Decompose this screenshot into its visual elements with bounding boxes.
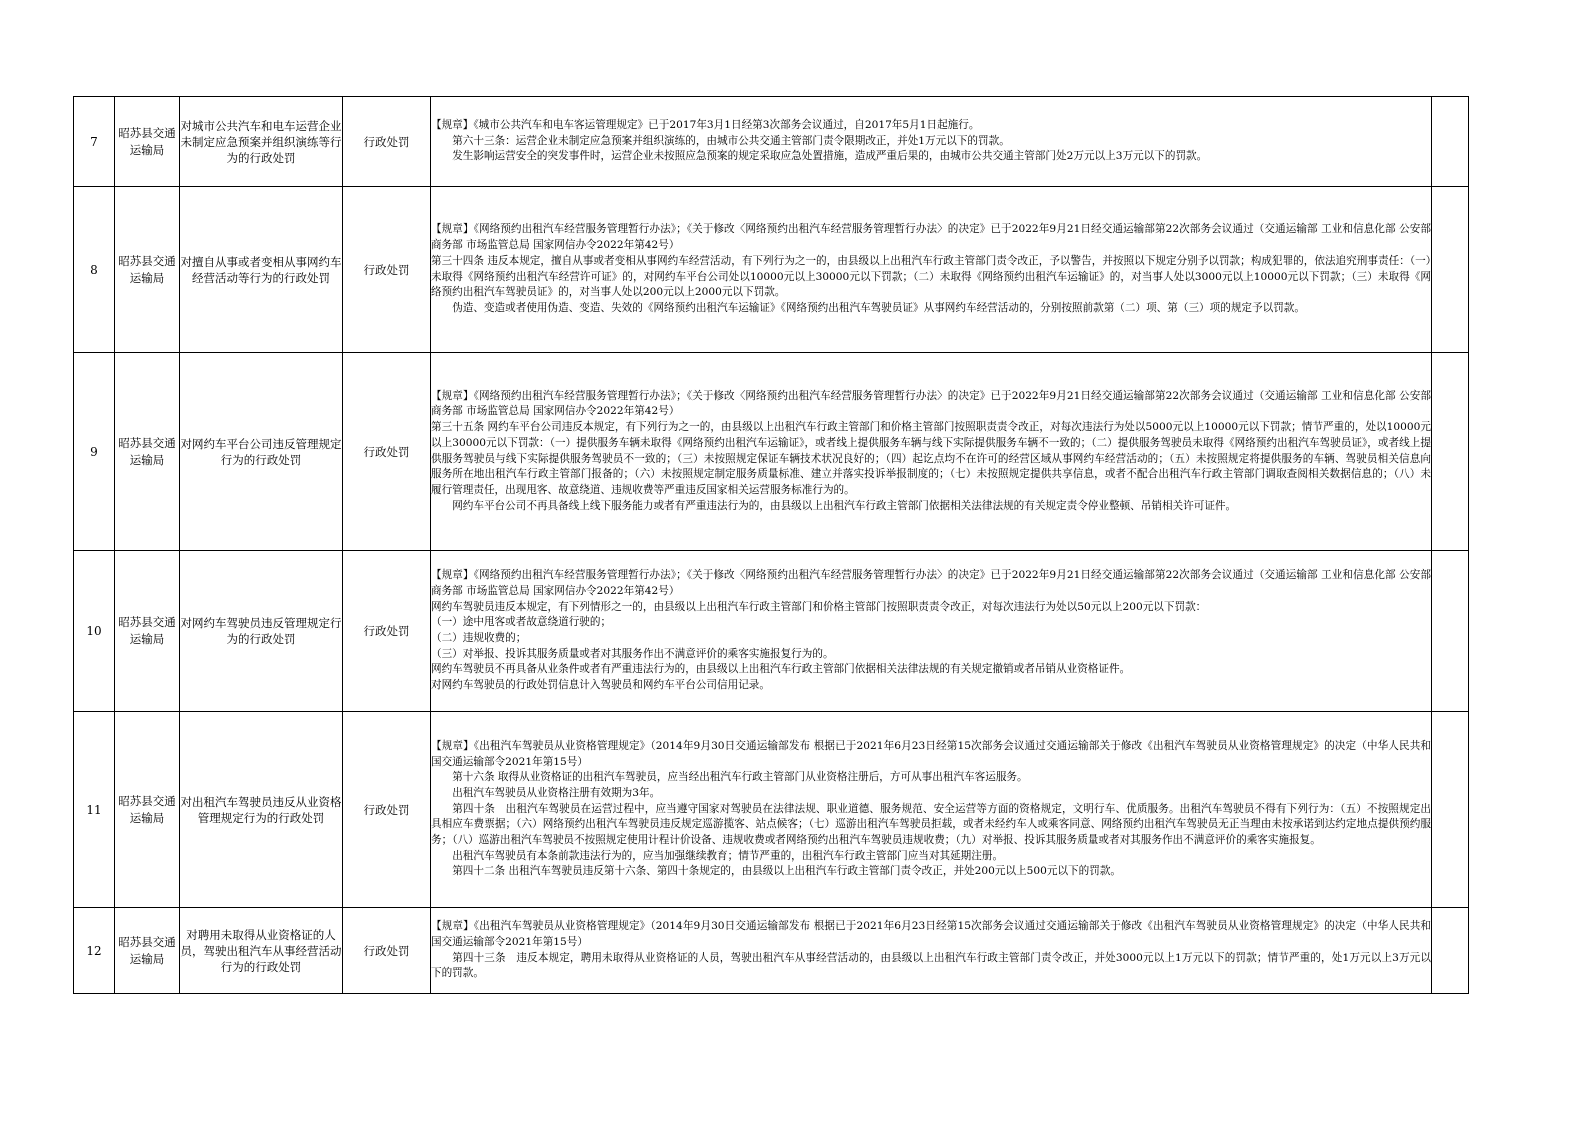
item-name: 对出租汽车驾驶员违反从业资格管理规定行为的行政处罚 [180,712,343,908]
agency-name: 昭苏县交通运输局 [115,97,180,187]
basis-paragraph: 第四十三条 违反本规定，聘用未取得从业资格证的人员，驾驶出租汽车从事经营活动的，由县级以上出租汽车行政主管部门责令改正，并处3000元以上1万元以下的罚款；情节严重的，处1万元以上3万元以下的罚款。 [431,951,1431,980]
basis-paragraph: 第四十二条 出租汽车驾驶员违反第十六条、第四十条规定的，由县级以上出租汽车行政主管部门责令改正，并处200元以上500元以下的罚款。 [452,865,1122,878]
basis-paragraph: 出租汽车驾驶员有本条前款违法行为的，应当加强继续教育；情节严重的，出租汽车行政主管部门应当对其延期注册。 [452,849,1004,862]
basis-paragraph: 出租汽车驾驶员从业资格注册有效期为3年。 [452,786,661,799]
basis-paragraph: 对网约车驾驶员的行政处罚信息计入驾驶员和网约车平台公司信用记录。 [431,679,770,692]
row-number: 11 [74,712,115,908]
basis-paragraph: （二）违规收费的； [431,632,527,644]
basis-paragraph: 第六十三条：运营企业未制定应急预案并组织演练的，由城市公共交通主管部门责令限期改正，并处1万元以下的罚款。 [452,134,1010,147]
agency-name: 昭苏县交通运输局 [115,187,180,353]
agency-name: 昭苏县交通运输局 [115,353,180,551]
item-name: 对网约车驾驶员违反管理规定行为的行政处罚 [180,551,343,712]
row-number: 10 [74,551,115,712]
basis-paragraph: （一）途中甩客或者故意绕道行驶的； [431,616,612,629]
legal-basis [431,712,1432,908]
basis-paragraph: 第十六条 取得从业资格证的出租汽车驾驶员，应当经出租汽车行政主管部门从业资格注册后，方可从事出租汽车客运服务。 [452,771,1028,784]
blank-cell [1432,551,1469,712]
row-number: 7 [74,97,115,187]
table-row [74,712,1469,908]
agency-name: 昭苏县交通运输局 [115,712,180,908]
legal-basis [431,353,1432,551]
item-name: 对聘用未取得从业资格证的人员，驾驶出租汽车从事经营活动行为的行政处罚 [180,908,343,994]
penalty-table [73,96,1469,994]
item-type: 行政处罚 [343,908,431,994]
item-type: 行政处罚 [343,187,431,353]
basis-paragraph: 【规章】《网络预约出租汽车经营服务管理暂行办法》；《关于修改〈网络预约出租汽车经营服务管理暂行办法〉的决定》已于2022年9月21日经交通运输部第22次部务会议通过（交通运输部 工业和信息化部 公安部 商务部 市场监管总局 国家网信办令2022年第42号） [431,223,1431,252]
basis-paragraph: （三）对举报、投诉其服务质量或者对其服务作出不满意评价的乘客实施报复行为的。 [431,647,834,660]
table-row [74,551,1469,712]
table-row [74,353,1469,551]
basis-paragraph: 第三十四条 违反本规定，擅自从事或者变相从事网约车经营活动，有下列行为之一的，由县级以上出租汽车行政主管部门责令改正，予以警告，并按照以下规定分别予以罚款；构成犯罪的，依法追究刑事责任：（一）未取得《网络预约出租汽车经营许可证》的，对网约车平台公司处以10000元以上30000元以下罚款；（二）未取得《网络预约出租汽车运输证》的，对当事人处以3000元以上10000元以下罚款；（三）未取得《网络预约出租汽车驾驶员证》的，对当事人处以200元以上2000元以下罚款。 [431,254,1431,299]
item-type: 行政处罚 [343,551,431,712]
basis-paragraph: 【规章】《城市公共汽车和电车客运管理规定》已于2017年3月1日经第3次部务会议通过，自2017年5月1日起施行。 [431,118,980,131]
basis-paragraph: 【规章】《网络预约出租汽车经营服务管理暂行办法》；《关于修改〈网络预约出租汽车经营服务管理暂行办法〉的决定》已于2022年9月21日经交通运输部第22次部务会议通过（交通运输部 工业和信息化部 公安部 商务部 市场监管总局 国家网信办令2022年第42号） [431,389,1431,418]
table-row [74,97,1469,187]
item-name: 对擅自从事或者变相从事网约车经营活动等行为的行政处罚 [180,187,343,353]
blank-cell [1432,97,1469,187]
legal-basis [431,908,1432,994]
agency-name: 昭苏县交通运输局 [115,551,180,712]
basis-paragraph: 网约车平台公司不再具备线上线下服务能力或者有严重违法行为的，由县级以上出租汽车行政主管部门依据相关法律法规的有关规定责令停业整顿、吊销相关许可证件。 [452,499,1237,512]
item-type: 行政处罚 [343,97,431,187]
blank-cell [1432,712,1469,908]
table-row [74,187,1469,353]
basis-paragraph: 【规章】《出租汽车驾驶员从业资格管理规定》（2014年9月30日交通运输部发布 根据已于2021年6月23日经第15次部务会议通过交通运输部关于修改《出租汽车驾驶员从业资格管理规定》的决定（中华人民共和国交通运输部令2021年第15号） [431,920,1431,948]
table-row [74,908,1469,994]
basis-paragraph: 第四十条 出租汽车驾驶员在运营过程中，应当遵守国家对驾驶员在法律法规、职业道德、服务规范、安全运营等方面的资格规定，文明行车、优质服务。出租汽车驾驶员不得有下列行为：（五）不按照规定出具相应车费票据；（六）网络预约出租汽车驾驶员违反规定巡游揽客、站点候客；（七）巡游出租汽车驾驶员拒载，或者未经约车人或乘客同意、网络预约出租汽车驾驶员无正当理由未按承诺到达约定地点提供预约服务；（八）巡游出租汽车驾驶员不按照规定使用计程计价设备、违规收费或者网络预约出租汽车驾驶员违规收费；（九）对举报、投诉其服务质量或者对其服务作出不满意评价的乘客实施报复。 [431,802,1431,847]
blank-cell [1432,187,1469,353]
basis-paragraph: 伪造、变造或者使用伪造、变造、失效的《网络预约出租汽车运输证》《网络预约出租汽车驾驶员证》从事网约车经营活动的，分别按照前款第（二）项、第（三）项的规定予以罚款。 [452,301,1305,314]
item-name: 对城市公共汽车和电车运营企业未制定应急预案并组织演练等行为的行政处罚 [180,97,343,187]
blank-cell [1432,353,1469,551]
agency-name: 昭苏县交通运输局 [115,908,180,994]
legal-basis [431,551,1432,712]
blank-cell [1432,908,1469,994]
basis-paragraph: 网约车驾驶员不再具备从业条件或者有严重违法行为的，由县级以上出租汽车行政主管部门依据相关法律法规的有关规定撤销或者吊销从业资格证件。 [431,663,1131,676]
basis-paragraph: 第三十五条 网约车平台公司违反本规定，有下列行为之一的，由县级以上出租汽车行政主管部门和价格主管部门按照职责责令改正，对每次违法行为处以5000元以上10000元以下罚款；情节严重的，处以10000元以上30000元以下罚款：（一）提供服务车辆未取得《网络预约出租汽车运输证》，或者线上提供服务车辆与线下实际提供服务车辆不一致的；（二）提供服务驾驶员未取得《网络预约出租汽车驾驶员证》，或者线上提供服务驾驶员与线下实际提供服务驾驶员不一致的；（三）未按照规定保证车辆技术状况良好的；（四）起讫点均不在许可的经营区域从事网约车经营活动的；（五）未按照规定将提供服务的车辆、驾驶员相关信息向服务所在地出租汽车行政主管部门报备的；（六）未按照规定制定服务质量标准、建立并落实投诉举报制度的；（七）未按照规定提供共享信息，或者不配合出租汽车行政主管部门调取查阅相关数据信息的；（八）未履行管理责任，出现甩客、故意绕道、违规收费等严重违反国家相关运营服务标准行为的。 [431,421,1431,496]
row-number: 8 [74,187,115,353]
basis-paragraph: 网约车驾驶员违反本规定，有下列情形之一的，由县级以上出租汽车行政主管部门和价格主管部门按照职责责令改正，对每次违法行为处以50元以上200元以下罚款： [431,600,1207,613]
basis-paragraph: 发生影响运营安全的突发事件时，运营企业未按照应急预案的规定采取应急处置措施，造成严重后果的，由城市公共交通主管部门处2万元以上3万元以下的罚款。 [452,150,1208,163]
item-type: 行政处罚 [343,712,431,908]
basis-paragraph: 【规章】《网络预约出租汽车经营服务管理暂行办法》；《关于修改〈网络预约出租汽车经营服务管理暂行办法〉的决定》已于2022年9月21日经交通运输部第22次部务会议通过（交通运输部 工业和信息化部 公安部 商务部 市场监管总局 国家网信办令2022年第42号） [431,569,1431,597]
row-number: 12 [74,908,115,994]
legal-basis [431,187,1432,353]
legal-basis [431,97,1432,187]
item-name: 对网约车平台公司违反管理规定行为的行政处罚 [180,353,343,551]
row-number: 9 [74,353,115,551]
basis-paragraph: 【规章】《出租汽车驾驶员从业资格管理规定》（2014年9月30日交通运输部发布 根据已于2021年6月23日经第15次部务会议通过交通运输部关于修改《出租汽车驾驶员从业资格管理规定》的决定（中华人民共和国交通运输部令2021年第15号） [431,739,1431,768]
item-type: 行政处罚 [343,353,431,551]
